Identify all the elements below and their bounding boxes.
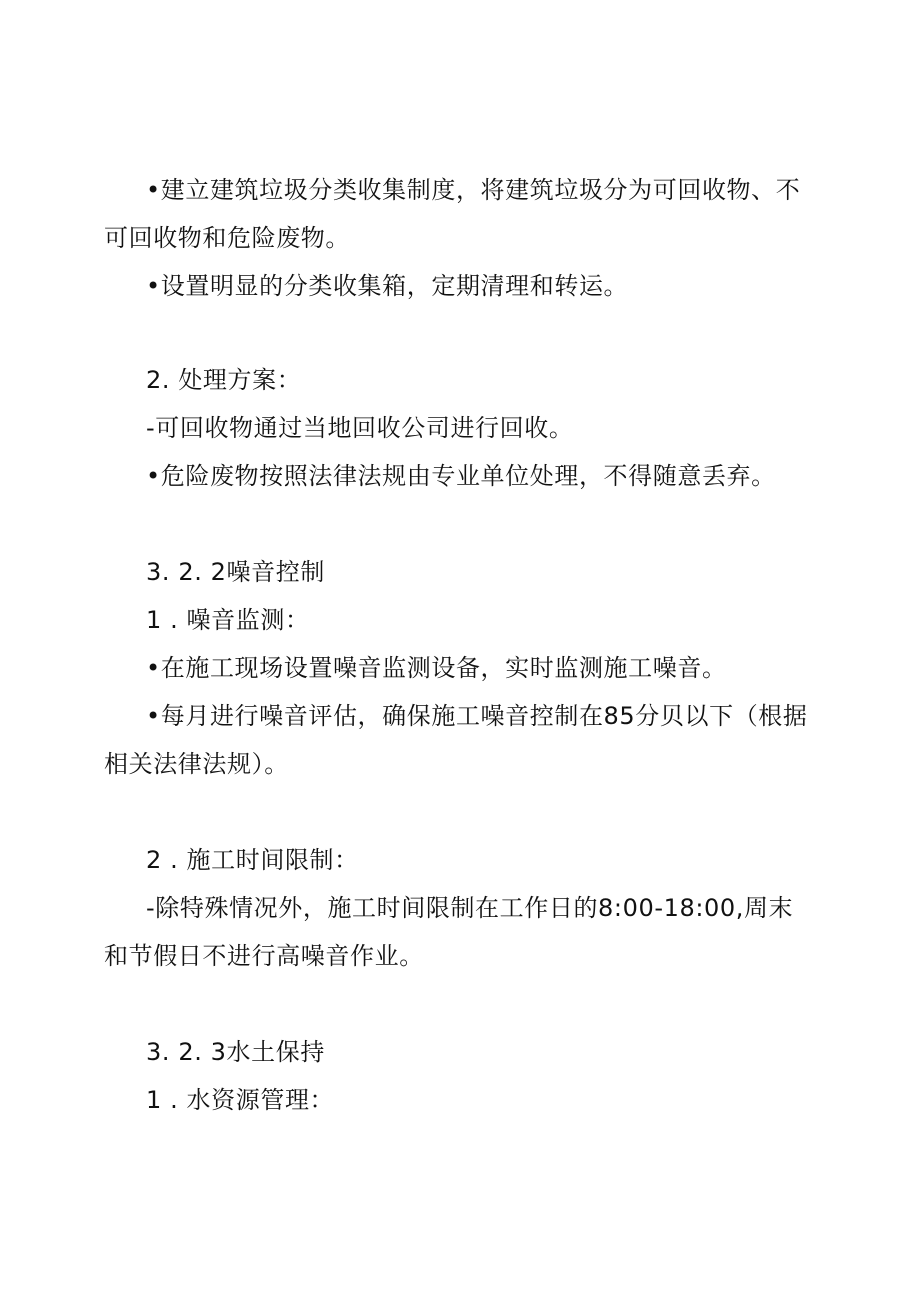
heading-soil-water-conservation: 3. 2. 3水土保持 <box>146 1038 325 1066</box>
paragraph-monitoring-equipment: •在施工现场设置噪音监测设备，实时监测施工噪音。 <box>146 654 727 682</box>
heading-noise-monitoring: 1 . 噪音监测： <box>146 606 310 634</box>
paragraph-time-limit: -除特殊情况外，施工时间限制在工作日的8:00-18:00,周末和节假日不进行高噪音作业。 <box>104 894 794 970</box>
heading-construction-hours: 2 . 施工时间限制： <box>146 846 359 874</box>
heading-water-resource-management: 1 . 水资源管理： <box>146 1086 335 1114</box>
paragraph-waste-classification: •建立建筑垃圾分类收集制度，将建筑垃圾分为可回收物、不可回收物和危险废物。 <box>104 176 801 252</box>
paragraph-collection-bins: •设置明显的分类收集箱，定期清理和转运。 <box>146 272 629 300</box>
heading-noise-control: 3. 2. 2噪音控制 <box>146 558 325 586</box>
paragraph-hazardous-waste: •危险废物按照法律法规由专业单位处理，不得随意丢弃。 <box>146 462 776 490</box>
heading-treatment-plan: 2. 处理方案： <box>146 366 302 394</box>
paragraph-monthly-assessment: •每月进行噪音评估，确保施工噪音控制在85分贝以下（根据相关法律法规）。 <box>104 702 808 778</box>
paragraph-recyclables: -可回收物通过当地回收公司进行回收。 <box>146 414 574 442</box>
